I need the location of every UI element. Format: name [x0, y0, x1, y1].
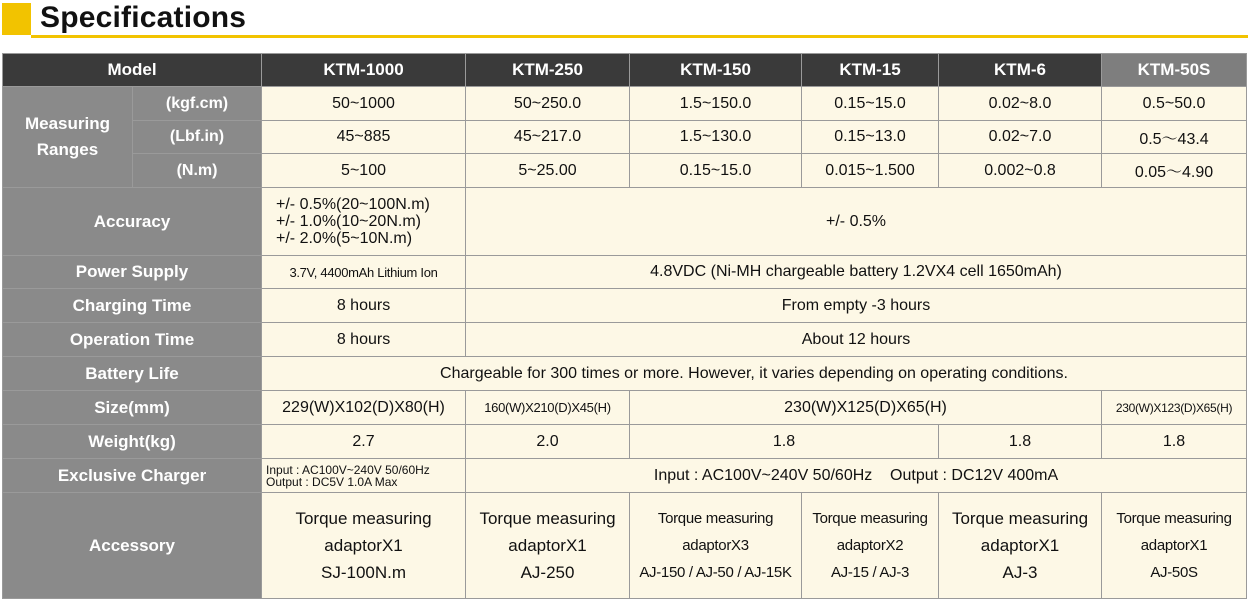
- charger-line: Input : AC100V~240V 50/60Hz: [266, 462, 430, 477]
- accessory-line: Torque measuring: [951, 509, 1089, 528]
- model-header: KTM-6: [939, 54, 1102, 87]
- size-label: Size(mm): [3, 391, 262, 425]
- unit-label: (Lbf.in): [133, 121, 262, 154]
- battery-life-row: [3, 357, 1247, 391]
- model-header: KTM-15: [802, 54, 939, 87]
- range-cell: 0.5~50.0: [1102, 87, 1247, 121]
- range-cell: 50~250.0: [466, 87, 630, 121]
- model-header: KTM-50S: [1102, 54, 1247, 87]
- accessory-row: [3, 493, 1247, 599]
- charging-time-row: [3, 289, 1247, 323]
- accessory-line: adaptorX2: [836, 537, 904, 554]
- charger-label: Exclusive Charger: [3, 459, 262, 493]
- range-cell: 45~885: [262, 121, 466, 154]
- range-cell: 50~1000: [262, 87, 466, 121]
- size-row: [3, 391, 1247, 425]
- accessory-ktm1000: [262, 493, 466, 599]
- accessory-ktm15: [802, 493, 939, 599]
- operation-time-label: Operation Time: [3, 323, 262, 357]
- accessory-line: Torque measuring: [295, 509, 432, 528]
- model-header: KTM-250: [466, 54, 630, 87]
- measuring-ranges-label: [3, 87, 133, 188]
- range-cell: 1.5~130.0: [630, 121, 802, 154]
- model-label: Model: [3, 54, 262, 87]
- range-row-lbfin: [3, 121, 1247, 154]
- accuracy-label: Accuracy: [3, 188, 262, 256]
- model-header: KTM-1000: [262, 54, 466, 87]
- size-ktm50s: 230(W)X123(D)X65(H): [1102, 391, 1247, 425]
- model-header: KTM-150: [630, 54, 802, 87]
- accessory-line: Torque measuring: [479, 509, 616, 528]
- weight-ktm6: 1.8: [939, 425, 1102, 459]
- size-ktm250: 160(W)X210(D)X45(H): [466, 391, 630, 425]
- range-cell: 0.02~7.0: [939, 121, 1102, 154]
- range-cell: 0.002~0.8: [939, 154, 1102, 188]
- accessory-line: adaptorX3: [682, 537, 749, 554]
- model-row: [3, 54, 1247, 87]
- measuring-label-line: Ranges: [36, 140, 99, 159]
- yellow-marker: [2, 3, 31, 35]
- charging-time-ktm1000: 8 hours: [262, 289, 466, 323]
- operation-time-ktm1000: 8 hours: [262, 323, 466, 357]
- accessory-line: Torque measuring: [657, 510, 774, 527]
- charger-others: Input : AC100V~240V 50/60Hz Output : DC12V 400mA: [466, 459, 1247, 493]
- accuracy-line: +/- 1.0%(10~20N.m): [276, 213, 421, 230]
- accessory-line: AJ-15 / AJ-3: [830, 564, 910, 581]
- weight-ktm1000: 2.7: [262, 425, 466, 459]
- header-rule: [31, 35, 1248, 38]
- power-supply-others: 4.8VDC (Ni-MH chargeable battery 1.2VX4 cell 1650mAh): [466, 256, 1247, 289]
- range-cell: 5~100: [262, 154, 466, 188]
- accessory-line: AJ-3: [1002, 563, 1038, 582]
- accessory-label: Accessory: [3, 493, 262, 599]
- range-cell: 5~25.00: [466, 154, 630, 188]
- accessory-ktm250: [466, 493, 630, 599]
- charger-line: Output : DC5V 1.0A Max: [266, 474, 398, 489]
- range-cell: 0.015~1.500: [802, 154, 939, 188]
- accessory-ktm6: [939, 493, 1102, 599]
- accessory-ktm50s: [1102, 493, 1247, 599]
- range-cell: 45~217.0: [466, 121, 630, 154]
- accessory-line: Torque measuring: [812, 510, 928, 527]
- battery-life-label: Battery Life: [3, 357, 262, 391]
- accessory-line: AJ-50S: [1150, 564, 1198, 581]
- section-header: [0, 0, 1248, 40]
- range-cell: 1.5~150.0: [630, 87, 802, 121]
- power-supply-ktm1000: 3.7V, 4400mAh Lithium Ion: [262, 256, 466, 289]
- range-row-kgfcm: [3, 87, 1247, 121]
- weight-ktm150-15: 1.8: [630, 425, 939, 459]
- charging-time-others: From empty -3 hours: [466, 289, 1247, 323]
- battery-life-value: Chargeable for 300 times or more. However, it varies depending on operating conditions.: [262, 357, 1247, 391]
- accuracy-line: +/- 0.5%(20~100N.m): [276, 196, 430, 213]
- accessory-line: AJ-150 / AJ-50 / AJ-15K: [639, 564, 792, 581]
- accessory-line: AJ-250: [520, 563, 575, 582]
- charging-time-label: Charging Time: [3, 289, 262, 323]
- accuracy-others: +/- 0.5%: [466, 188, 1247, 256]
- page-title: Specifications: [40, 1, 247, 34]
- power-supply-row: [3, 256, 1247, 289]
- power-supply-label: Power Supply: [3, 256, 262, 289]
- accuracy-ktm1000: [262, 188, 466, 256]
- size-ktm1000: 229(W)X102(D)X80(H): [262, 391, 466, 425]
- range-row-nm: [3, 154, 1247, 188]
- accessory-line: adaptorX1: [980, 536, 1060, 555]
- operation-time-others: About 12 hours: [466, 323, 1247, 357]
- accuracy-line: +/- 2.0%(5~10N.m): [276, 230, 413, 247]
- spec-table: [2, 53, 1247, 599]
- accessory-ktm150: [630, 493, 802, 599]
- weight-ktm250: 2.0: [466, 425, 630, 459]
- unit-label: (N.m): [133, 154, 262, 188]
- accessory-line: adaptorX1: [508, 536, 587, 555]
- accessory-line: adaptorX1: [1140, 537, 1208, 554]
- weight-row: [3, 425, 1247, 459]
- range-cell: 0.15~15.0: [802, 87, 939, 121]
- accessory-line: Torque measuring: [1116, 510, 1232, 527]
- operation-time-row: [3, 323, 1247, 357]
- weight-ktm50s: 1.8: [1102, 425, 1247, 459]
- unit-label: (kgf.cm): [133, 87, 262, 121]
- accessory-line: SJ-100N.m: [321, 563, 407, 582]
- range-cell: 0.5～43.4: [1102, 121, 1247, 154]
- charger-row: [3, 459, 1247, 493]
- range-cell: 0.05～4.90: [1102, 154, 1247, 188]
- measuring-label-line: Measuring: [24, 114, 111, 133]
- size-ktm150-15-6: 230(W)X125(D)X65(H): [630, 391, 1102, 425]
- accuracy-row: [3, 188, 1247, 256]
- range-cell: 0.02~8.0: [939, 87, 1102, 121]
- range-cell: 0.15~15.0: [630, 154, 802, 188]
- accessory-line: adaptorX1: [324, 536, 403, 555]
- charger-ktm1000: [262, 459, 466, 493]
- range-cell: 0.15~13.0: [802, 121, 939, 154]
- weight-label: Weight(kg): [3, 425, 262, 459]
